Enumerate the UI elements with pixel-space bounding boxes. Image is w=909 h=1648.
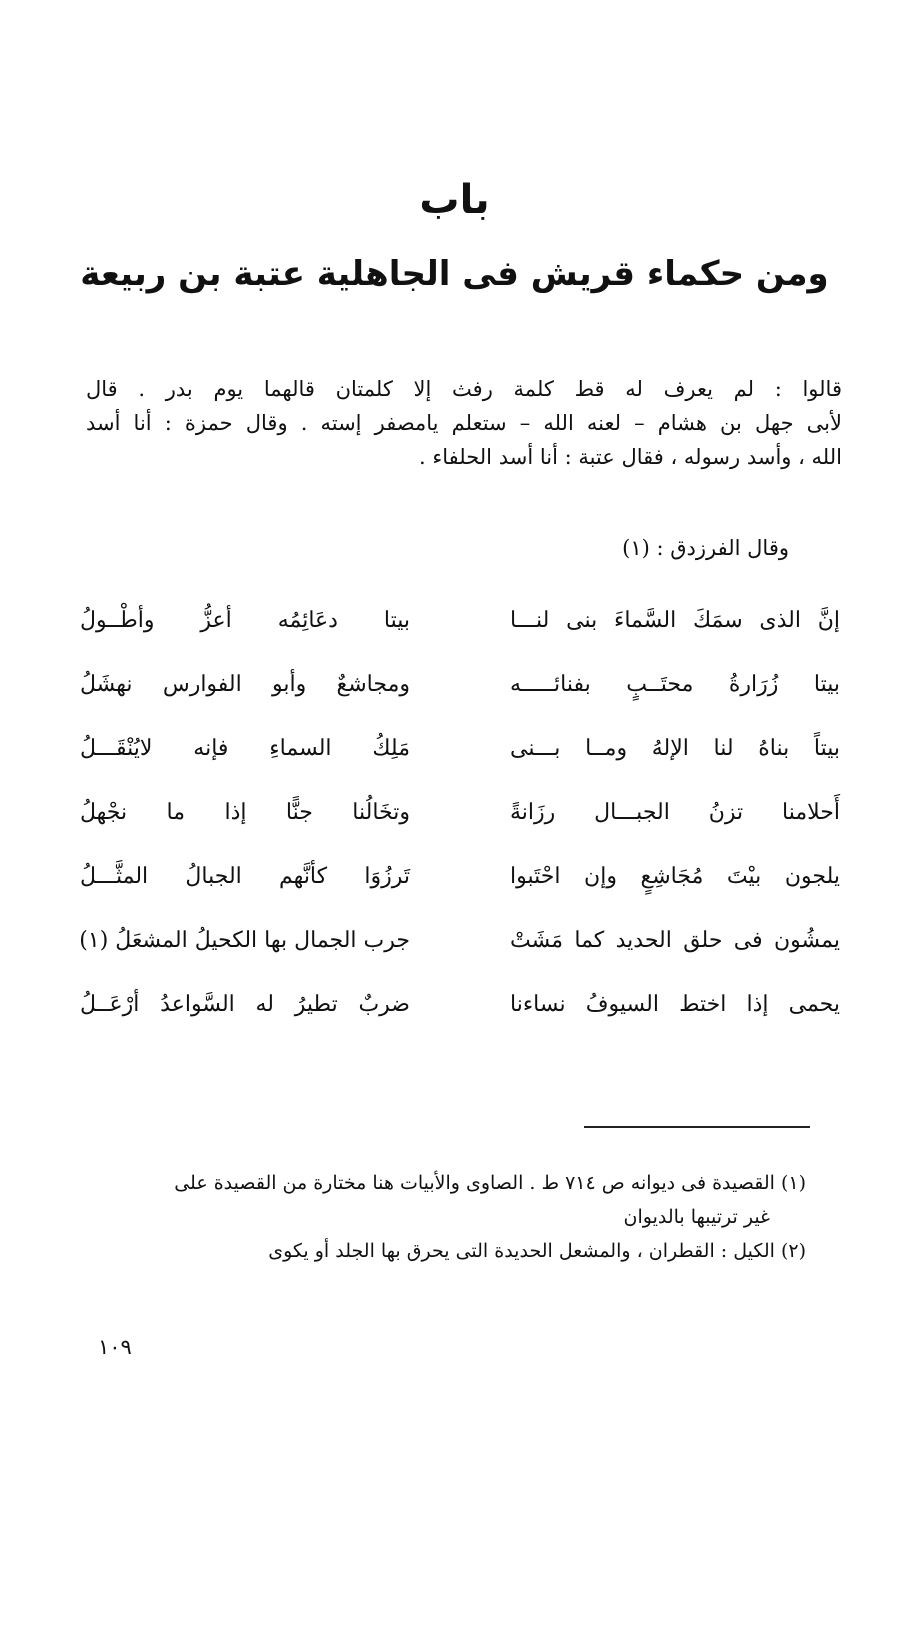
poem-verse [80,652,840,716]
footnote-1: (١) القصيدة فى ديوانه ص ٧١٤ ط . الصاوى والأبيات هنا مختارة من القصيدة على [174,1172,806,1194]
verse-first-hemistich: بيتا زُرَارةُ محتَــبٍ بفنائـــــه [510,671,840,697]
footnote-1-continuation: غير ترتيبها بالديوان [623,1206,770,1228]
intro-line: الله ، وأسد رسوله ، فقال عتبة : أنا أسد الحلفاء . [419,445,842,469]
poem-verse [80,716,840,780]
verse-first-hemistich: أَحلامنا تزنُ الجبـــال رزَانةً [510,799,840,825]
verse-first-hemistich: يحمى إذا اختط السيوفُ نساءنا [510,991,840,1017]
poem-attribution: وقال الفرزدق : (١) [622,536,789,560]
footnote-2: (٢) الكيل : القطران ، والمشعل الحديدة التى يحرق بها الجلد أو يكوى [268,1240,806,1262]
verse-second-hemistich: وتخَالُنا جنًّا إذا ما نجْهلُ [80,799,410,825]
verse-second-hemistich: ومجاشعٌ وأبو الفوارس نهشَلُ [80,671,410,697]
poem-verse [80,972,840,1036]
verse-first-hemistich: إنَّ الذى سمَكَ السَّماءَ بنى لنـــا [510,607,840,633]
page-number: ١٠٩ [98,1335,132,1359]
verse-second-hemistich: تَرزُوَا كأنَّهم الجبالُ المثَّـــلُ [80,863,410,889]
intro-paragraph [86,372,842,474]
chapter-heading: باب [419,177,490,223]
verse-second-hemistich: ضربٌ تطيرُ له السَّواعدُ أرْعَــلُ [80,991,410,1017]
footnote-separator [584,1126,810,1128]
section-title: ومن حكماء قريش فى الجاهلية عتبة بن ربيعة [80,254,829,294]
verse-second-hemistich: مَلِكُ السماءِ فإنه لايُنْقَـــلُ [80,735,410,761]
footnotes [86,1166,806,1268]
poem-verse [80,844,840,908]
verse-second-hemistich: بيتا دعَائِمُه أعزُّ وأطْــولُ [80,607,410,633]
poem-verse [80,780,840,844]
poem-verse [80,588,840,652]
intro-line: قالوا : لم يعرف له قط كلمة رفث إلا كلمتان قالهما يوم بدر . قال [86,377,842,401]
poem-verse [80,908,840,972]
verse-first-hemistich: يمشُون فى حلق الحديد كما مَشَتْ [510,927,840,953]
poem [80,588,840,1036]
intro-line: لأبى جهل بن هشام – لعنه الله – ستعلم يامصفر إسته . وقال حمزة : أنا أسد [86,411,842,435]
verse-first-hemistich: بيتاً بناهُ لنا الإلهُ ومــا بـــنى [510,735,840,761]
verse-second-hemistich: جرب الجمال بها الكحيلُ المشعَلُ (١) [79,927,410,953]
verse-first-hemistich: يلجون بيْتَ مُجَاشِعٍ وإن احْتَبوا [510,863,840,889]
